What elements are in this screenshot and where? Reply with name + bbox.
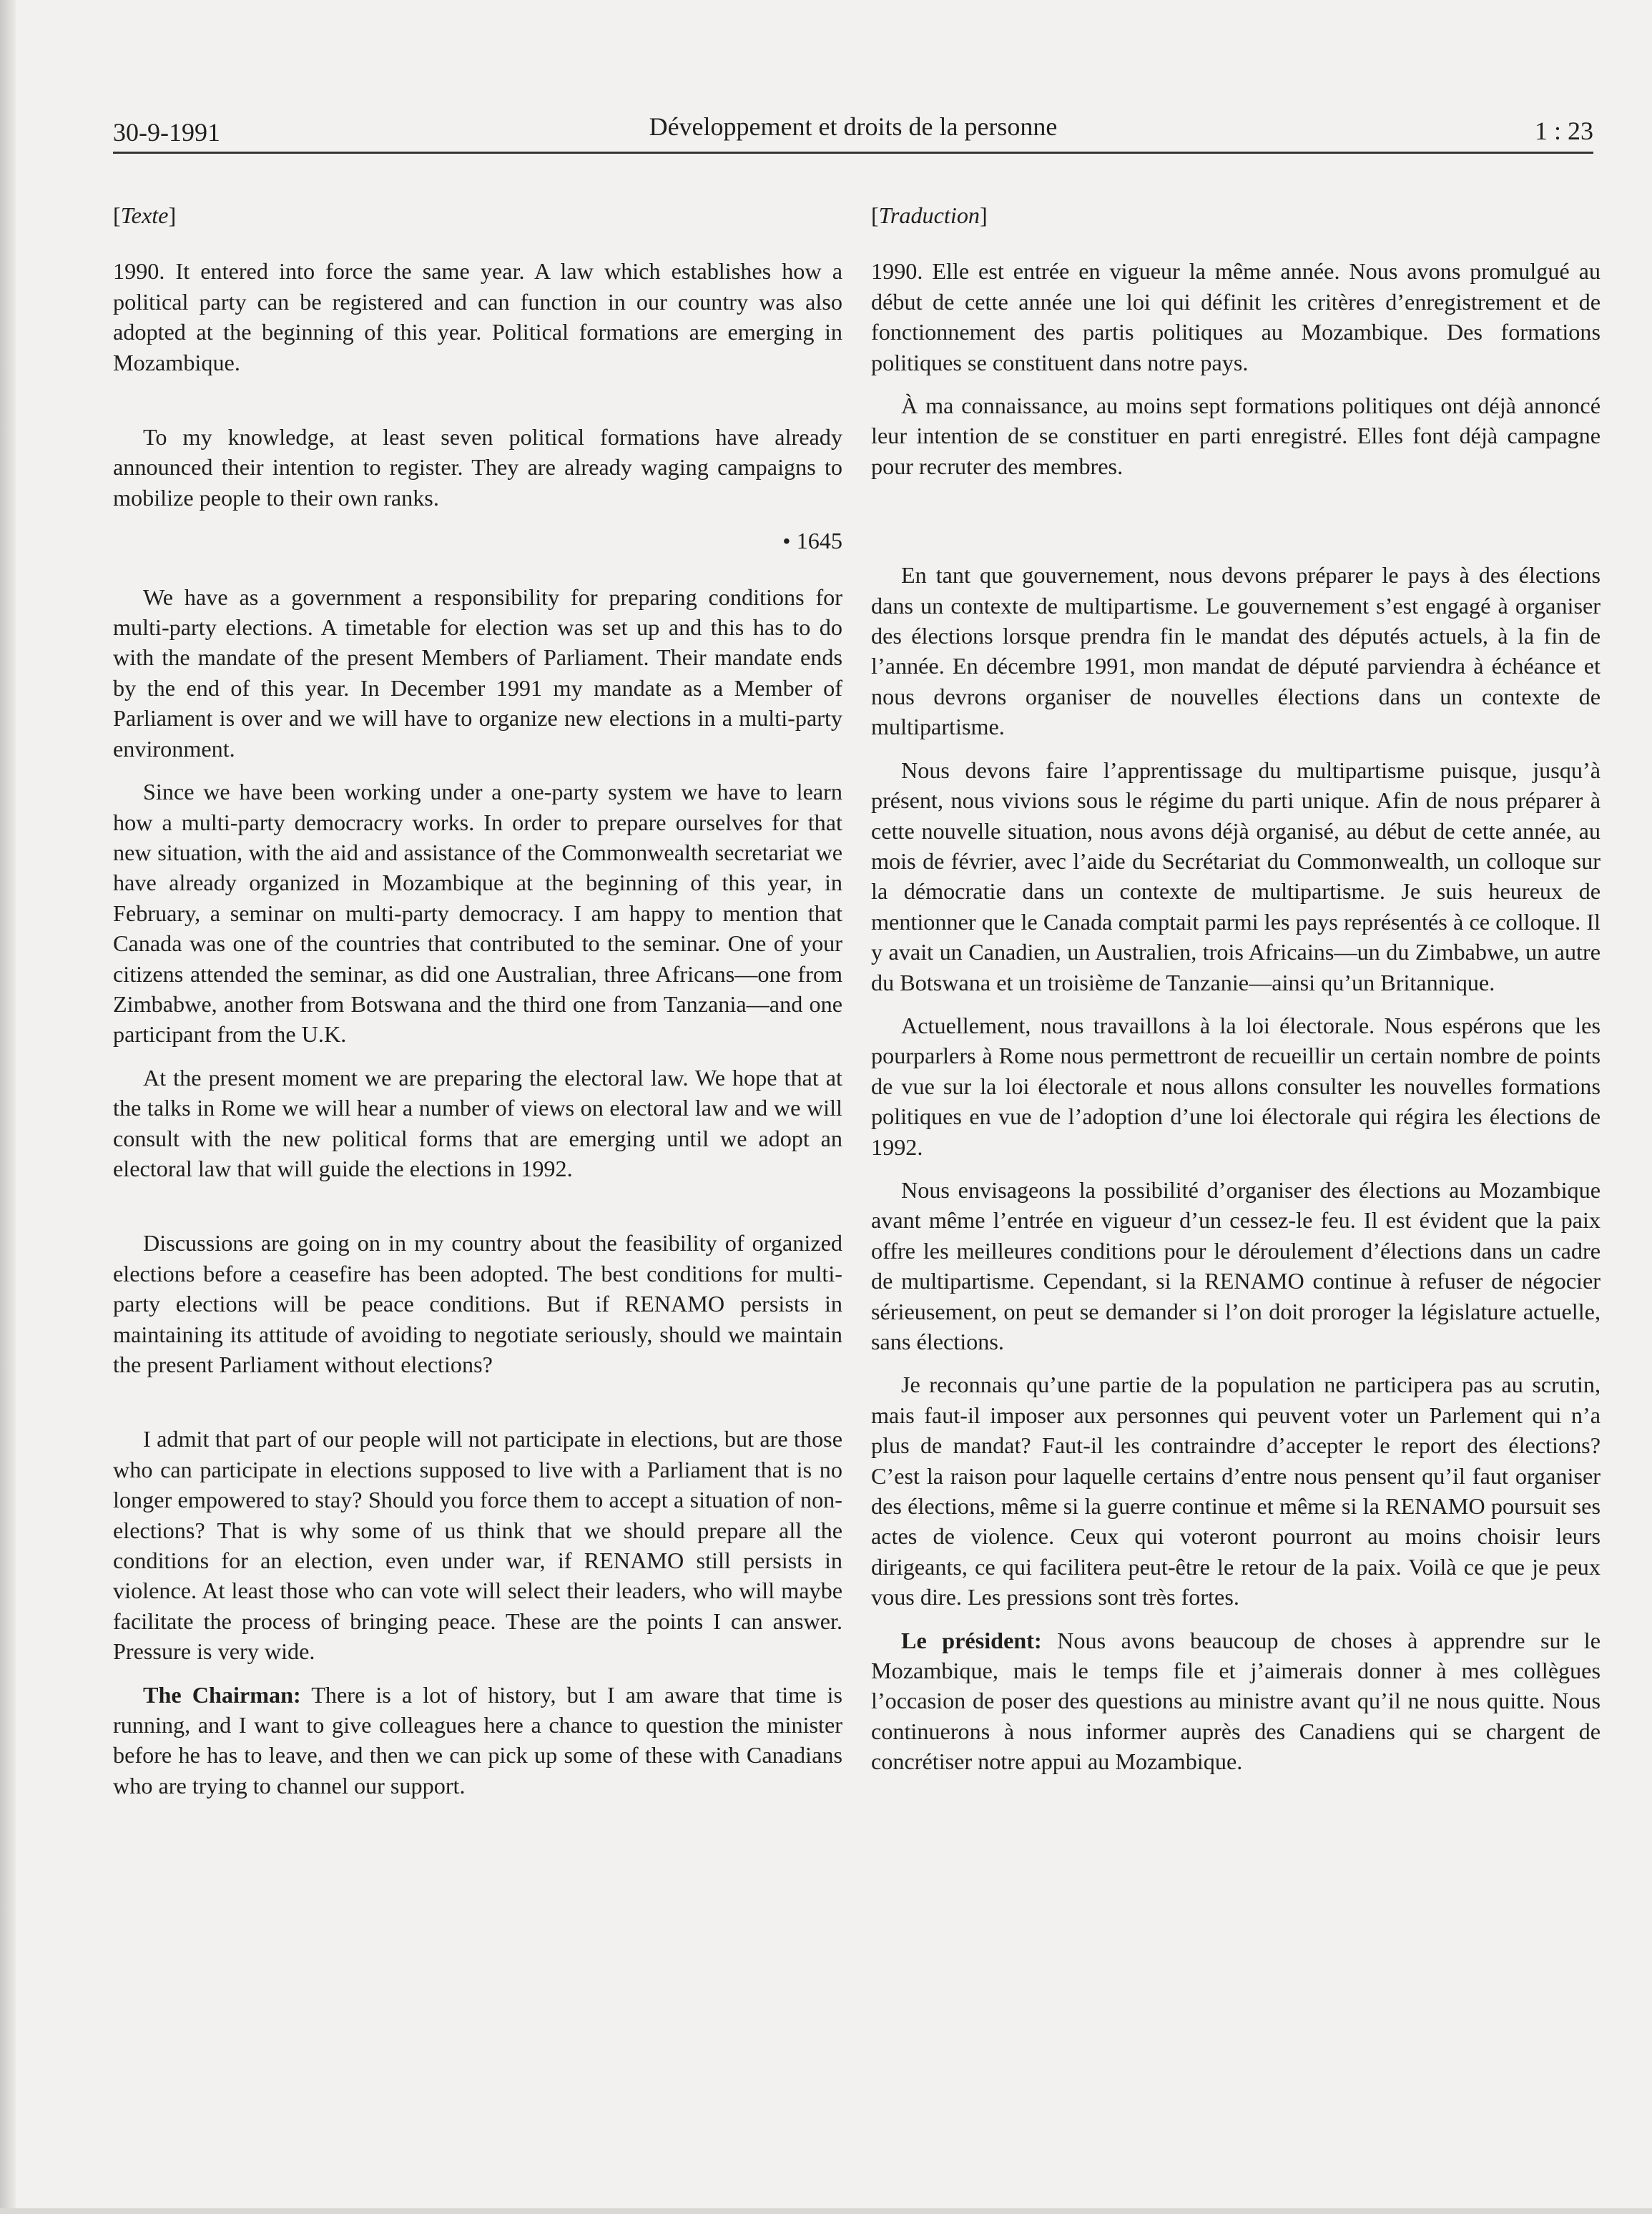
paragraph: We have as a government a responsibility for preparing conditions for multi-party elections. A timetable for election was set up and this has to do with the mandate of the present Members of Parliament. Their mandate ends by the end of this year. In December 1991 my mandate as a Member of Parliament is over and we will have to organize new elections in a multi-party environment. (113, 584, 842, 762)
paragraph: Nous envisageons la possibilité d’organiser des élections au Mozambique avant même l’entrée en vigueur d’un cessez-le feu. Il est évident que la paix offre les meilleures conditions pour le déroulement d’élections dans un cadre de multipartisme. Cependant, si la RENAMO continue à refuser de négocier sérieusement, on peut se demander si l’on doit proroger la législature actuelle, sans élections. (871, 1176, 1601, 1354)
speaker-name: Le président: (901, 1627, 1042, 1653)
english-column (113, 200, 842, 1801)
language-tag-text: Traduction (878, 202, 980, 228)
time-marker: • 1645 (782, 528, 842, 554)
speaker-text: Nous avons beaucoup de choses à apprendre sur le Mozambique, mais le temps file et j’aimerais donner à mes collègues l’occasion de poser des questions au ministre avant qu’il ne nous quitte. Nous continuerons à nous informer auprès des Canadiens qui se chargent de concrétiser notre appui au Mozambique. (871, 1627, 1601, 1775)
paragraph: Actuellement, nous travaillons à la loi électorale. Nous espérons que les pourparlers à Rome nous permettront de recueillir un certain nombre de points de vue sur la loi électorale et nous allons consulter les nouvelles formations politiques en vue de l’adoption d’une loi électorale qui régira les élections de 1992. (871, 1012, 1601, 1160)
paragraph: Nous devons faire l’apprentissage du multipartisme puisque, jusqu’à présent, nous vivions sous le régime du parti unique. Afin de nous préparer à cette nouvelle situation, nous avons déjà organisé, au début de cette année, au mois de février, avec l’aide du Secrétariat du Commonwealth, un colloque sur la démocratie dans un contexte de multipartisme. Je suis heureux de mentionner que le Canada comptait parmi les pays représentés à ce colloque. Il y avait un Canadien, un Australien, trois Africains—un du Zimbabwe, un autre du Botswana et un troisième de Tanzanie—ainsi qu’un Britannique. (871, 757, 1601, 995)
header-page-number: 1 : 23 (1534, 117, 1593, 145)
paragraph: 1990. Elle est entrée en vigueur la même année. Nous avons promulgué au début de cette année une loi qui définit les critères d’enregistrement et de fonctionnement des partis politiques au Mozambique. Des formations politiques se constituent dans notre pays. (871, 258, 1601, 375)
paragraph (871, 1625, 1601, 1777)
french-column (871, 200, 1601, 1777)
paragraph: 1990. It entered into force the same year. A law which establishes how a political party can be registered and can function in our country was also adopted at the beginning of this year. Political formations are emerging in Mozambique. (113, 258, 842, 375)
speaker-text: There is a lot of history, but I am aware that time is running, and I want to give colleagues here a chance to question the minister before he has to leave, and then we can pick up some of these with Canadians who are trying to channel our support. (113, 1681, 843, 1799)
page-header (113, 107, 1593, 154)
paragraph: Since we have been working under a one-party system we have to learn how a multi-party democracry works. In order to prepare ourselves for that new situation, with the aid and assistance of the Commonwealth secretariat we have already organized in Mozambique at the beginning of this year, in February, a seminar on multi-party democracy. I am happy to mention that Canada was one of the countries that contributed to the seminar. One of your citizens attended the seminar, as did one Australian, three Africans—one from Zimbabwe, another from Botswana and the third one from Tanzania—and one participant from the U.K. (113, 779, 842, 1048)
page-bottom-edge (0, 2208, 1652, 2214)
paragraph: I admit that part of our people will not participate in elections, but are those who can participate in elections supposed to live with a Parliament that is no longer empowered to stay? Should you force them to accept a situation of non-elections? That is why some of us think that we should prepare all the conditions for an election, even under war, if RENAMO still persists in violence. At least those who can vote will select their leaders, who will maybe facilitate the process of bringing peace. These are the points I can answer. Pressure is very wide. (113, 1426, 842, 1665)
paragraph: Je reconnais qu’une partie de la population ne participera pas au scrutin, mais faut-il imposer aux personnes qui peuvent voter un Parlement qui n’a plus de mandat? Faut-il les contraindre d’accepter le report des élections? C’est la raison pour laquelle certains d’entre nous pensent qu’il faut organiser des élections, même si la guerre continue et même si la RENAMO poursuit ses actes de violence. Ceux qui voteront pourront au moins choisir leurs dirigeants, ce qui facilitera peut-être le retour de la paix. Voilà ce que je peux vous dire. Les pressions sont très fortes. (871, 1372, 1601, 1610)
header-date: 30-9-1991 (113, 118, 220, 147)
paragraph: À ma connaissance, au moins sept formations politiques ont déjà annoncé leur intention de se constituer en parti enregistré. Elles font déjà campagne pour recruter des membres. (871, 393, 1601, 479)
language-tag: [Traduction] (871, 202, 988, 228)
language-tag-text: Texte (120, 202, 169, 228)
paragraph: To my knowledge, at least seven political formations have already announced their intention to register. They are already waging campaigns to mobilize people to their own ranks. (113, 424, 842, 511)
language-tag: [Texte] (113, 202, 177, 228)
header-title: Développement et droits de la personne (649, 112, 1058, 141)
paragraph: At the present moment we are preparing the electoral law. We hope that at the talks in Rome we will hear a number of views on electoral law and we will consult with the new political forms that are emerging until we adopt an electoral law that will guide the elections in 1992. (113, 1064, 842, 1181)
paragraph: En tant que gouvernement, nous devons préparer le pays à des élections dans un contexte de multipartisme. Le gouvernement s’est engagé à organiser des élections lorsque prendra fin le mandat des députés actuels, à la fin de l’année. En décembre 1991, mon mandat de député parviendra à échéance et nous devrons organiser de nouvelles élections dans un contexte de multipartisme. (871, 562, 1601, 740)
paragraph (113, 1680, 842, 1801)
page-binding-edge (0, 0, 16, 2214)
speaker-name: The Chairman: (143, 1681, 301, 1708)
paragraph: Discussions are going on in my country about the feasibility of organized elections before a ceasefire has been adopted. The best conditions for multi-party elections will be peace conditions. But if RENAMO persists in maintaining its attitude of avoiding to negotiate seriously, should we maintain the present Parliament without elections? (113, 1230, 842, 1377)
